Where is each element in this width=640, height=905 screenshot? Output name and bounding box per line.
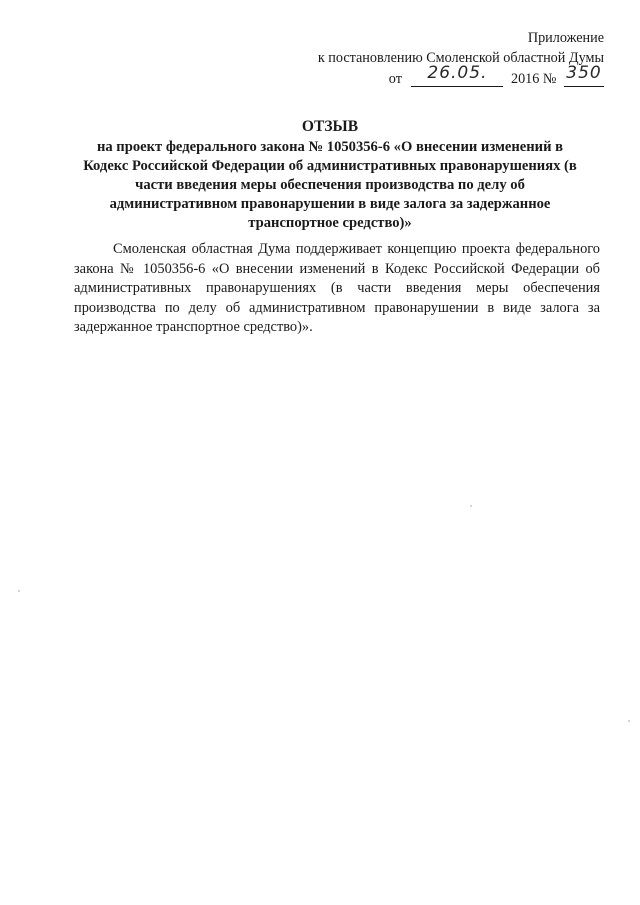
date-blank (411, 63, 503, 87)
handwritten-date: 26.05. (427, 63, 488, 83)
title-line: административном правонарушении в виде залога за задержанное (109, 196, 551, 212)
document-title (60, 117, 600, 233)
scan-speck (470, 505, 472, 507)
document-heading: ОТЗЫВ (301, 118, 359, 135)
year-label: 2016 № (510, 71, 557, 87)
title-line: Кодекс Российской Федерации об административных правонарушениях (в (83, 158, 577, 174)
title-line: на проект федерального закона № 1050356-6 «О внесении изменений в (96, 139, 564, 155)
appendix-subtitle: к постановлению Смоленской областной Думы (317, 50, 604, 66)
scan-speck (18, 590, 20, 592)
handwritten-number: 350 (566, 63, 602, 83)
scan-speck (628, 720, 630, 722)
body-paragraph: Смоленская областная Дума поддерживает концепцию проекта федерального закона № 1050356-6 «О внесении изменений в Кодекс Российской Федерации об административных правонарушениях (в части введения меры обеспечения производства по делу об административном правонарушении в виде залога за задержанное транспортное средство)». (74, 241, 600, 335)
title-line: транспортное средство)» (248, 215, 412, 231)
appendix-date-line (318, 63, 604, 89)
appendix-title: Приложение (527, 30, 604, 46)
number-blank (564, 63, 604, 87)
date-prefix: от (388, 71, 402, 87)
appendix-block (318, 28, 604, 89)
title-line: части введения меры обеспечения производства по делу об (135, 177, 525, 193)
